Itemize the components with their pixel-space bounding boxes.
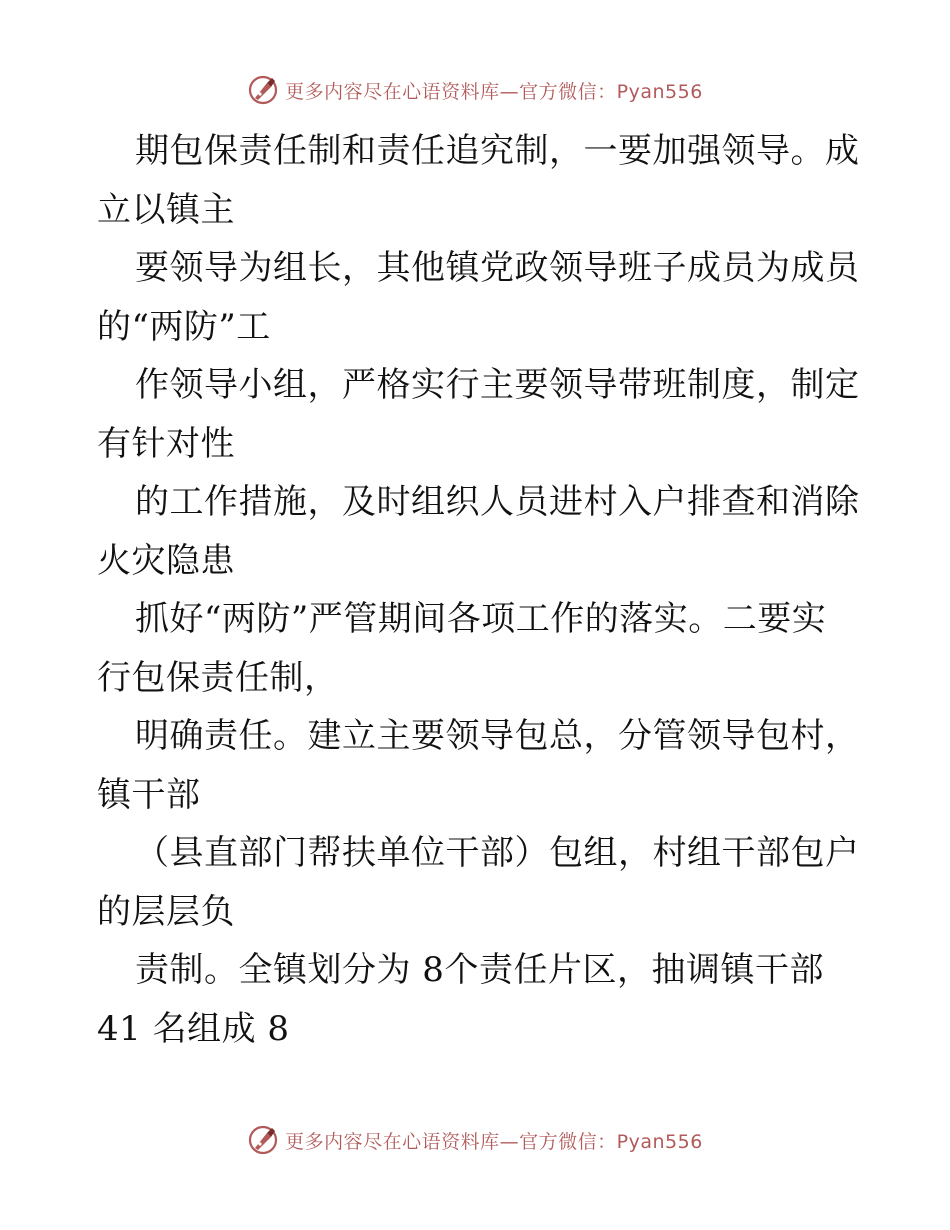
header-watermark-banner	[0, 70, 950, 110]
body-line: 明确责任。建立主要领导包总，分管领导包村，	[135, 716, 860, 756]
body-line: 行包保责任制，	[97, 657, 339, 698]
body-line: 立以镇主	[97, 189, 235, 230]
body-line: 作领导小组，严格实行主要领导带班制度，制定	[135, 365, 860, 405]
body-line: 的工作措施，及时组织人员进村入户排查和消除	[135, 482, 860, 522]
body-line: 的“两防”工	[97, 306, 271, 347]
body-line: 火灾隐患	[97, 540, 235, 581]
body-line: 有针对性	[97, 423, 235, 464]
pen-nib-logo-icon	[247, 1124, 279, 1156]
body-line: 要领导为组长，其他镇党政领导班子成员为成员	[135, 248, 860, 288]
header-watermark-text: 更多内容尽在心语资料库—官方微信：Pyan556	[285, 80, 703, 103]
body-line: 41 名组成 8	[97, 1008, 290, 1049]
body-line: 期包保责任制和责任追究制，一要加强领导。成	[135, 131, 860, 171]
body-line: 责制。全镇划分为 8个责任片区，抽调镇干部	[135, 950, 824, 990]
body-line: 抓好“两防”严管期间各项工作的落实。二要实	[135, 599, 827, 639]
body-line: 的层层负	[97, 891, 235, 932]
footer-watermark-text: 更多内容尽在心语资料库—官方微信：Pyan556	[285, 1130, 703, 1153]
body-line: （县直部门帮扶单位干部）包组，村组干部包户	[135, 833, 860, 873]
document-body	[97, 122, 860, 1058]
pen-nib-logo-icon	[247, 74, 279, 106]
footer-watermark-banner	[0, 1120, 950, 1160]
body-line: 镇干部	[97, 774, 201, 815]
